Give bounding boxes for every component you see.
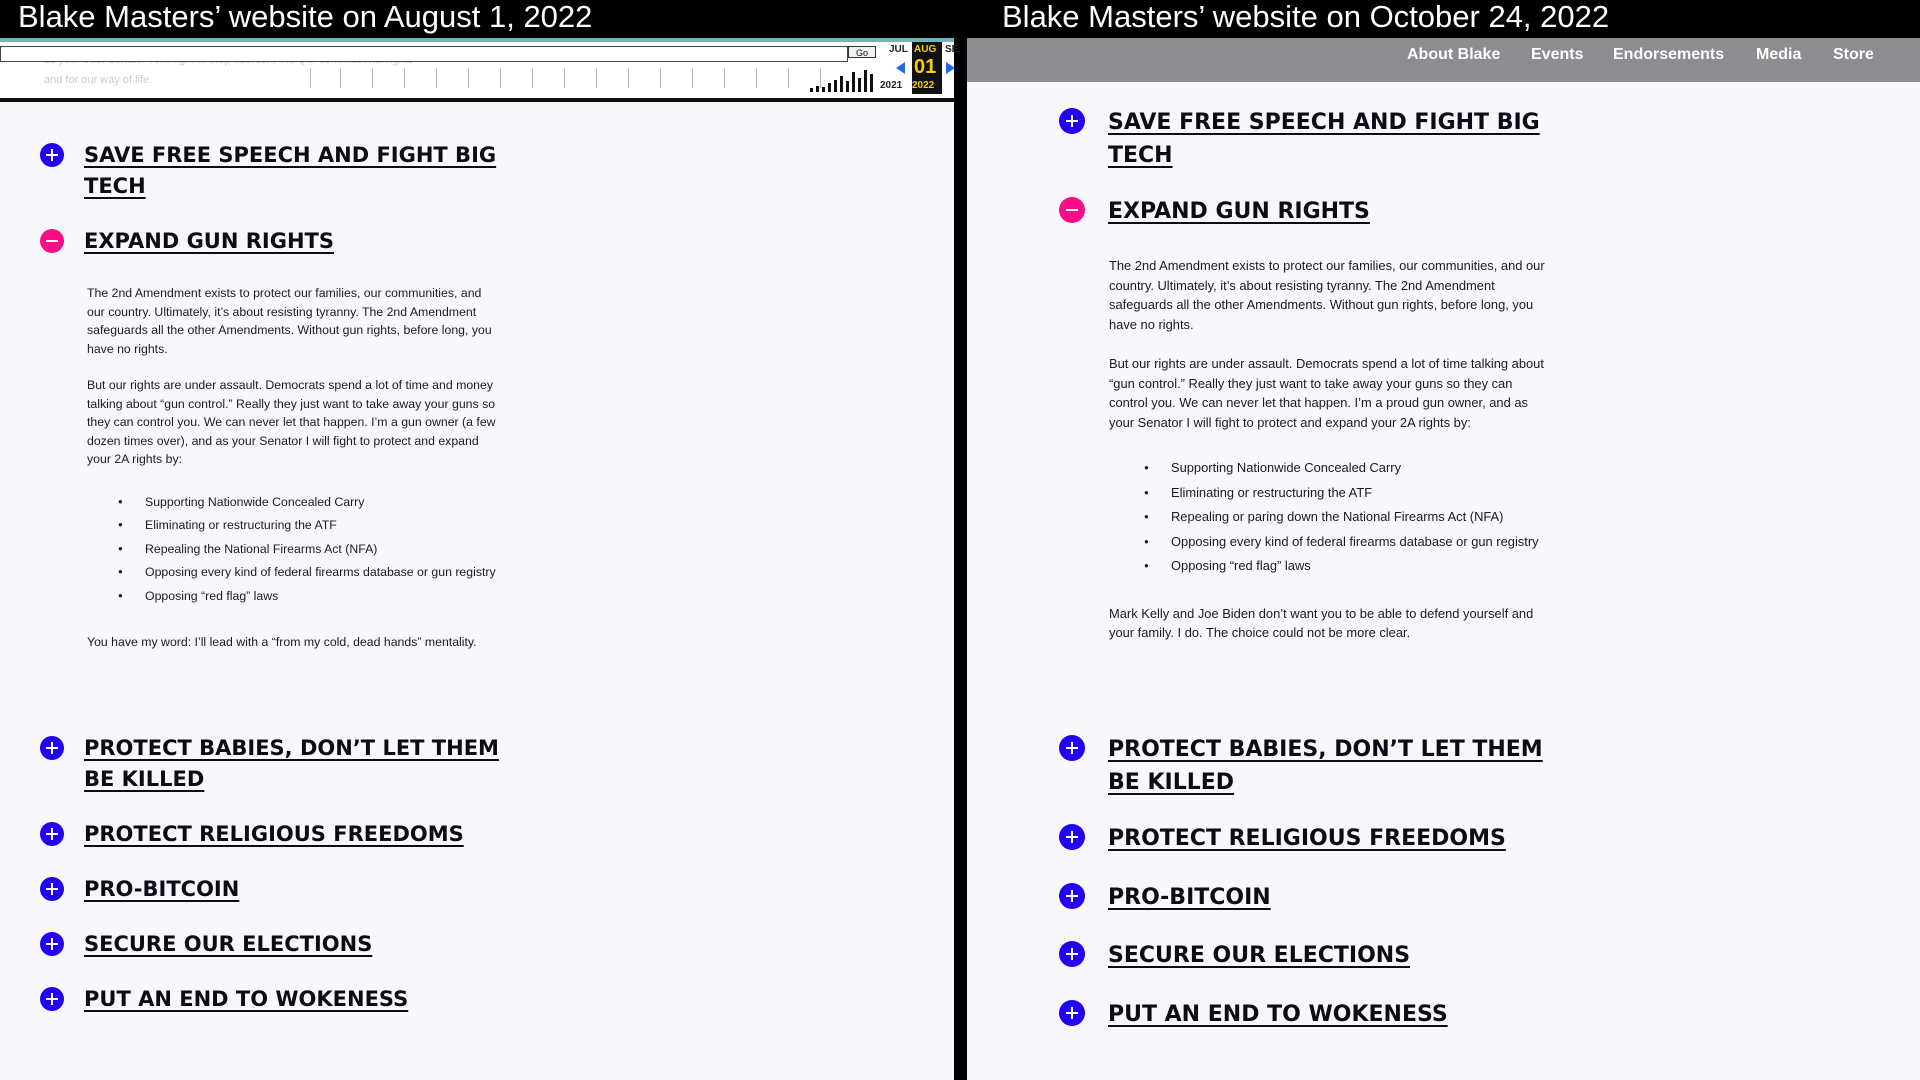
timeline-tick xyxy=(564,68,565,88)
next-capture-arrow-icon[interactable] xyxy=(946,62,955,74)
expand-plus-icon[interactable] xyxy=(40,987,64,1011)
list-item: ● Eliminating or restructuring the ATF xyxy=(1171,483,1549,508)
timeline-tick xyxy=(532,68,533,88)
timeline-year-prev[interactable]: 2021 xyxy=(880,80,903,91)
list-item: ● Opposing every kind of federal firearms database or gun registry xyxy=(145,563,497,587)
expand-plus-icon[interactable] xyxy=(1059,735,1085,761)
faded-page-text: and for our way of life. xyxy=(44,74,153,86)
list-item: ● Opposing “red flag” laws xyxy=(145,587,497,611)
wayback-go-button[interactable]: Go xyxy=(848,46,876,58)
capture-sparkline-bar xyxy=(810,88,813,92)
accordion-item[interactable] xyxy=(1059,195,1548,228)
accordion-item[interactable] xyxy=(1059,998,1548,1031)
body-paragraph: The 2nd Amendment exists to protect our families, our communities, and our country. Ultimately, it’s about resisting tyranny. The 2nd Amendment safeguards all the other Amendments. Without gun rights, before long, you have no rights. xyxy=(1109,258,1545,332)
accordion-title[interactable]: SECURE OUR ELECTIONS xyxy=(84,929,504,960)
timeline-tick xyxy=(788,68,789,88)
collapse-minus-icon[interactable] xyxy=(1059,197,1085,223)
accordion-item[interactable] xyxy=(1059,822,1548,855)
caption-right: Blake Masters’ website on October 24, 2022 xyxy=(1002,0,1610,34)
timeline-month-next[interactable]: SE xyxy=(945,44,959,55)
toolbar-accent-line xyxy=(0,38,954,42)
nav-store[interactable]: Store xyxy=(1833,42,1874,68)
accordion-item[interactable] xyxy=(40,984,504,1015)
timeline-tick xyxy=(596,68,597,88)
timeline-tick xyxy=(820,68,821,88)
accordion-title[interactable]: EXPAND GUN RIGHTS xyxy=(1108,195,1548,228)
expand-plus-icon[interactable] xyxy=(1059,824,1085,850)
expand-plus-icon[interactable] xyxy=(1059,1000,1085,1026)
capture-sparkline-bar xyxy=(870,74,873,92)
capture-sparkline-bar xyxy=(846,81,849,92)
accordion-item[interactable] xyxy=(40,874,504,905)
caption-left: Blake Masters’ website on August 1, 2022 xyxy=(18,0,593,34)
accordion-title[interactable]: PRO-BITCOIN xyxy=(84,874,504,905)
accordion-title[interactable]: PROTECT RELIGIOUS FREEDOMS xyxy=(1108,822,1548,855)
timeline-tick xyxy=(692,68,693,88)
timeline-tick xyxy=(372,68,373,88)
accordion-item[interactable] xyxy=(1059,733,1548,799)
accordion-title[interactable]: PRO-BITCOIN xyxy=(1108,881,1548,914)
capture-sparkline-bar xyxy=(852,72,855,92)
timeline-tick xyxy=(500,68,501,88)
timeline-tick xyxy=(660,68,661,88)
list-item: ● Supporting Nationwide Concealed Carry xyxy=(1171,458,1549,483)
accordion-title[interactable]: PROTECT RELIGIOUS FREEDOMS xyxy=(84,819,504,850)
list-item: ● Eliminating or restructuring the ATF xyxy=(145,516,497,540)
capture-sparkline-bar xyxy=(840,76,843,92)
rights-list xyxy=(1171,458,1549,581)
accordion-title[interactable]: SAVE FREE SPEECH AND FIGHT BIG TECH xyxy=(84,140,504,202)
left-archived-page xyxy=(0,80,954,1080)
right-live-page xyxy=(967,38,1920,1080)
accordion-item[interactable] xyxy=(40,140,504,202)
body-paragraph: Mark Kelly and Joe Biden don’t want you to be able to defend yourself and your family. I do. The choice could not be more clear. xyxy=(1109,605,1534,640)
body-paragraph: But our rights are under assault. Democrats spend a lot of time and money talking about “gun control.” Really they just want to take away your guns so they can control you. We can never let that happen. I’m a gun owner (a few dozen times over), and as your Senator I will fight to protect and expand your 2A rights by: xyxy=(87,378,496,466)
capture-sparkline-bar xyxy=(822,87,825,92)
expand-plus-icon[interactable] xyxy=(40,877,64,901)
accordion-item[interactable] xyxy=(1059,939,1548,972)
accordion-title[interactable]: PROTECT BABIES, DON’T LET THEM BE KILLED xyxy=(1108,733,1548,799)
accordion-title[interactable]: SAVE FREE SPEECH AND FIGHT BIG TECH xyxy=(1108,106,1548,172)
nav-events[interactable]: Events xyxy=(1531,42,1583,68)
wayback-url-input[interactable] xyxy=(0,46,848,62)
timeline-tick xyxy=(310,68,311,88)
timeline-tick xyxy=(628,68,629,88)
accordion-title[interactable]: EXPAND GUN RIGHTS xyxy=(84,226,504,257)
timeline-day-current: 01 xyxy=(914,56,937,78)
accordion-item[interactable] xyxy=(1059,106,1548,172)
timeline-tick xyxy=(756,68,757,88)
timeline-month-prev[interactable]: JUL xyxy=(889,44,908,55)
timeline-tick xyxy=(340,68,341,88)
capture-sparkline-bar xyxy=(858,78,861,92)
wayback-toolbar xyxy=(0,38,959,102)
accordion-item[interactable] xyxy=(40,929,504,960)
nav-endorsements[interactable]: Endorsements xyxy=(1613,42,1724,68)
timeline-tick xyxy=(468,68,469,88)
expand-plus-icon[interactable] xyxy=(40,736,64,760)
list-item: ● Repealing the National Firearms Act (NFA) xyxy=(145,540,497,564)
expand-plus-icon[interactable] xyxy=(40,822,64,846)
rights-list xyxy=(145,493,497,611)
expand-plus-icon[interactable] xyxy=(1059,108,1085,134)
timeline-year-current: 2022 xyxy=(912,80,935,91)
expand-plus-icon[interactable] xyxy=(40,143,64,167)
body-paragraph: But our rights are under assault. Democrats spend a lot of time talking about “gun control.” Really they just want to take away your guns so they can control you. We can never let that happen. I’m a proud gun owner, and as your Senator I will fight to protect and expand your 2A rights by: xyxy=(1109,356,1544,430)
accordion-title[interactable]: SECURE OUR ELECTIONS xyxy=(1108,939,1548,972)
expand-plus-icon[interactable] xyxy=(40,932,64,956)
list-item: ● Supporting Nationwide Concealed Carry xyxy=(145,493,497,517)
capture-sparkline-bar xyxy=(828,83,831,92)
timeline-month-current: AUG xyxy=(914,44,937,55)
capture-sparkline-bar xyxy=(816,86,819,92)
site-nav-bar xyxy=(967,38,1920,82)
accordion-content xyxy=(1109,256,1549,663)
collapse-minus-icon[interactable] xyxy=(40,229,64,253)
previous-capture-arrow-icon[interactable] xyxy=(896,62,905,74)
accordion-title[interactable]: PROTECT BABIES, DON’T LET THEM BE KILLED xyxy=(84,733,504,795)
accordion-title[interactable]: PUT AN END TO WOKENESS xyxy=(84,984,504,1015)
list-item: ● Opposing “red flag” laws xyxy=(1171,556,1549,581)
expand-plus-icon[interactable] xyxy=(1059,883,1085,909)
accordion-title[interactable]: PUT AN END TO WOKENESS xyxy=(1108,998,1548,1031)
capture-sparkline-bar xyxy=(864,70,867,92)
body-paragraph: The 2nd Amendment exists to protect our families, our communities, and our country. Ultimately, it’s about resisting tyranny. The 2nd Amendment safeguards all the other Amendments. Without gun rights, before long, you have no rights. xyxy=(87,286,492,356)
list-item: ● Opposing every kind of federal firearms database or gun registry xyxy=(1171,532,1549,557)
accordion-item[interactable] xyxy=(40,733,504,795)
list-item: ● Repealing or paring down the National Firearms Act (NFA) xyxy=(1171,507,1549,532)
nav-about-blake[interactable]: About Blake xyxy=(1407,42,1500,68)
accordion-item[interactable] xyxy=(1059,881,1548,914)
expand-plus-icon[interactable] xyxy=(1059,941,1085,967)
body-paragraph: You have my word: I’ll lead with a “from my cold, dead hands” mentality. xyxy=(87,635,477,649)
nav-media[interactable]: Media xyxy=(1756,42,1801,68)
accordion-item[interactable] xyxy=(40,226,504,257)
timeline-tick xyxy=(724,68,725,88)
accordion-content xyxy=(87,284,497,670)
capture-sparkline-bar xyxy=(834,80,837,92)
accordion-item[interactable] xyxy=(40,819,504,850)
timeline-tick xyxy=(436,68,437,88)
timeline-tick xyxy=(404,68,405,88)
